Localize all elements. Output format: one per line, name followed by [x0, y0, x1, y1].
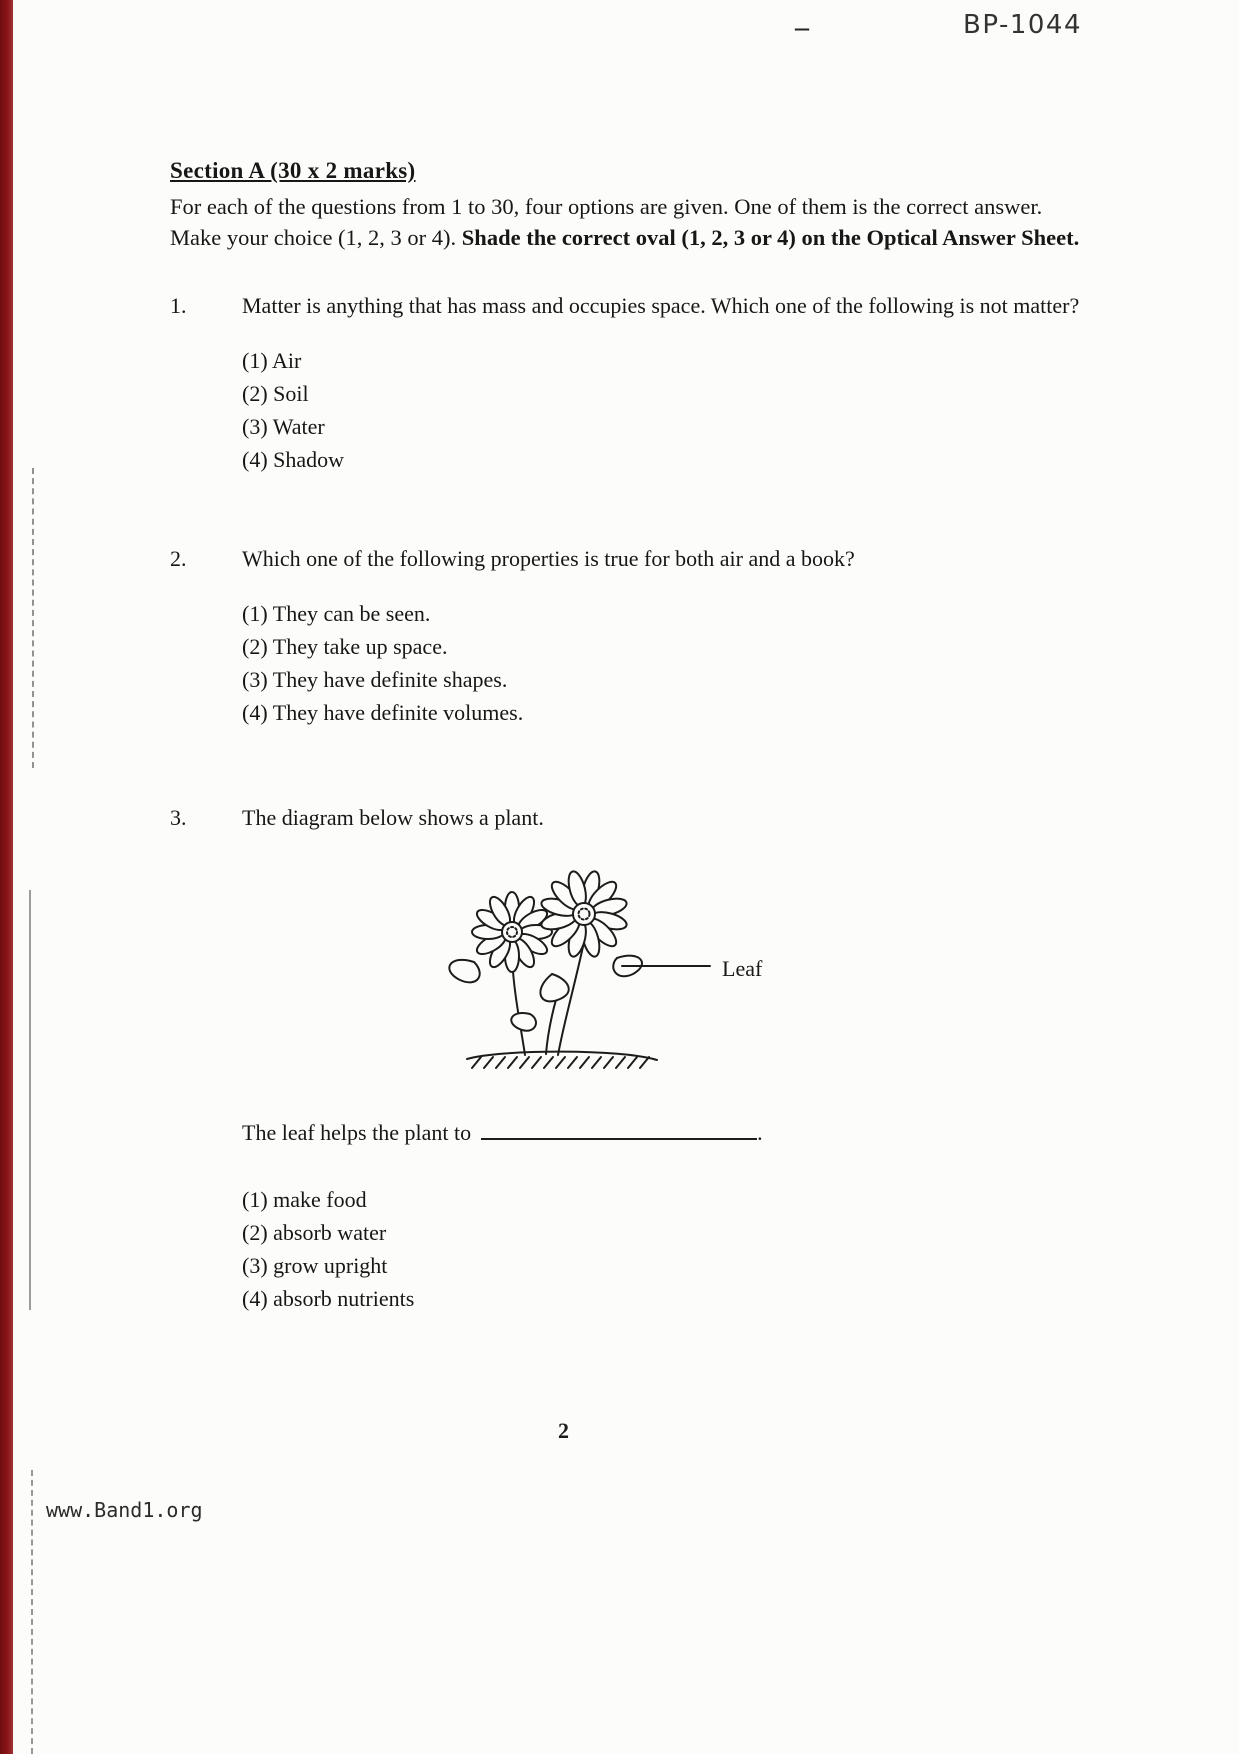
question-number: 2.: [170, 546, 187, 571]
options-list: [242, 1183, 1080, 1315]
answer-blank: [481, 1120, 757, 1140]
option: (1) Air: [242, 348, 302, 373]
sentence-after-blank: .: [757, 1120, 763, 1145]
option: (2) Soil: [242, 381, 309, 406]
sentence-before-blank: The leaf helps the plant to: [242, 1120, 472, 1145]
plant-illustration: [412, 862, 712, 1090]
option: (3) They have definite shapes.: [242, 667, 508, 692]
ground-hatching: [467, 1052, 657, 1068]
figure-label-leaf: Leaf: [722, 956, 763, 981]
question-body: [242, 801, 1080, 1315]
page-number: 2: [558, 1418, 569, 1443]
question-text: The diagram below shows a plant.: [242, 805, 544, 830]
flower-right: [540, 870, 629, 959]
option: (2) They take up space.: [242, 634, 448, 659]
question-text: Which one of the following properties is true for both air and a book?: [242, 546, 855, 571]
scan-edge-strip: [0, 0, 13, 1754]
fill-in-sentence: [242, 1116, 1080, 1149]
option: (2) absorb water: [242, 1220, 387, 1245]
question-2: [170, 542, 1080, 729]
option: (1) make food: [242, 1187, 367, 1212]
question-number: 1.: [170, 293, 187, 318]
doc-code: BP-1044: [963, 10, 1082, 40]
option: (1) They can be seen.: [242, 601, 431, 626]
question-text: Matter is anything that has mass and occupies space. Which one of the following is not matter?: [242, 293, 1080, 318]
instructions-normal: For each of the questions from 1 to 30, four options are given. One of them is the correct answer. Make your choice (1, 2, 3 or 4).: [170, 194, 1043, 250]
question-1: [170, 289, 1080, 476]
scan-artifact-line: [32, 468, 34, 768]
option: (3) Water: [242, 414, 325, 439]
options-list: [242, 344, 1080, 476]
option: (4) Shadow: [242, 447, 345, 472]
options-list: [242, 597, 1080, 729]
option: (4) They have definite volumes.: [242, 700, 524, 725]
question-number: 3.: [170, 805, 187, 830]
question-body: [242, 542, 1080, 729]
scan-artifact-line: [29, 890, 31, 1310]
option: (3) grow upright: [242, 1253, 388, 1278]
instructions-bold: Shade the correct oval (1, 2, 3 or 4) on the Optical Answer Sheet.: [461, 225, 1080, 250]
section-heading: Section A (30 x 2 marks): [170, 158, 416, 183]
plant-leaves: [449, 956, 642, 1031]
option: (4) absorb nutrients: [242, 1286, 415, 1311]
plant-figure: [412, 862, 763, 1090]
flower-left: [472, 892, 552, 972]
question-3: [170, 801, 1080, 1315]
section-instructions: [170, 191, 1080, 253]
scan-artifact-line: [31, 1470, 33, 1754]
page-content: [170, 158, 1080, 1315]
header-dash: –: [795, 12, 809, 43]
watermark: www.Band1.org: [46, 1498, 203, 1522]
question-body: [242, 289, 1080, 476]
